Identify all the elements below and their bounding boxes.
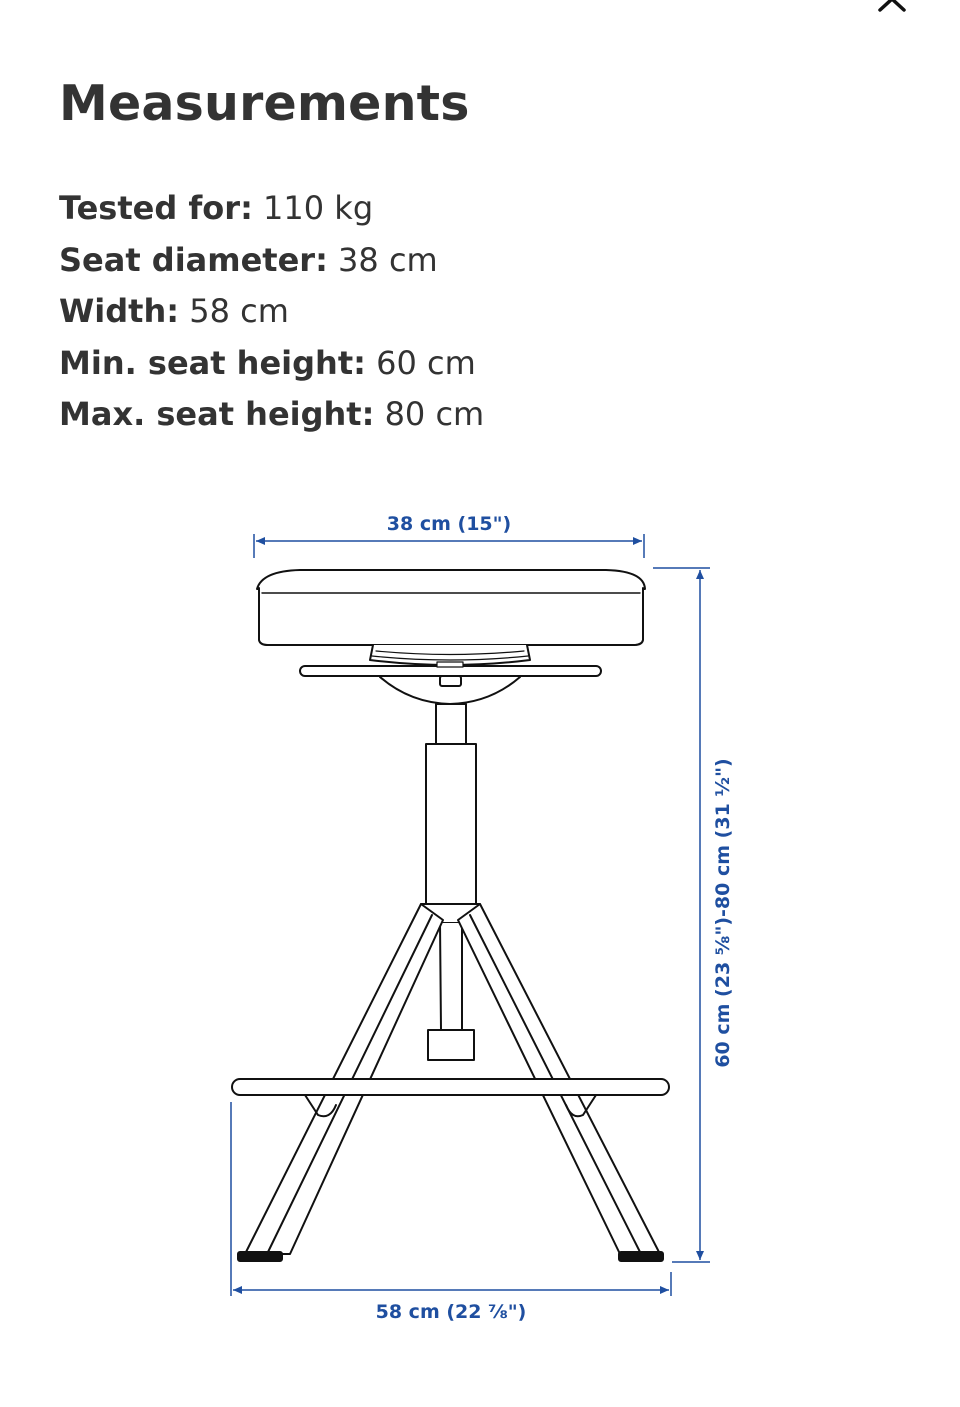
spec-value: 58 cm bbox=[189, 292, 289, 330]
spec-label: Max. seat height: bbox=[59, 395, 375, 433]
spec-label: Min. seat height: bbox=[59, 343, 366, 382]
spec-label: Width: bbox=[59, 292, 180, 330]
spec-value: 60 cm bbox=[376, 343, 476, 382]
spec-label: Seat diameter: bbox=[59, 240, 328, 279]
height-dimension bbox=[653, 568, 734, 1262]
stool-illustration bbox=[232, 570, 669, 1261]
base-width-label: 58 cm (22 ⅞") bbox=[375, 1301, 527, 1323]
seat-width-label: 38 cm (15") bbox=[386, 513, 512, 535]
height-label: 60 cm (23 ⅝")-80 cm (31 ½") bbox=[712, 758, 734, 1068]
spec-value: 80 cm bbox=[384, 395, 485, 433]
spec-value: 110 kg bbox=[263, 189, 374, 227]
spec-label: Tested for: bbox=[59, 189, 253, 227]
page-title: Measurements bbox=[59, 75, 470, 132]
spec-value: 38 cm bbox=[338, 240, 438, 279]
seat-width-dimension bbox=[254, 513, 644, 558]
